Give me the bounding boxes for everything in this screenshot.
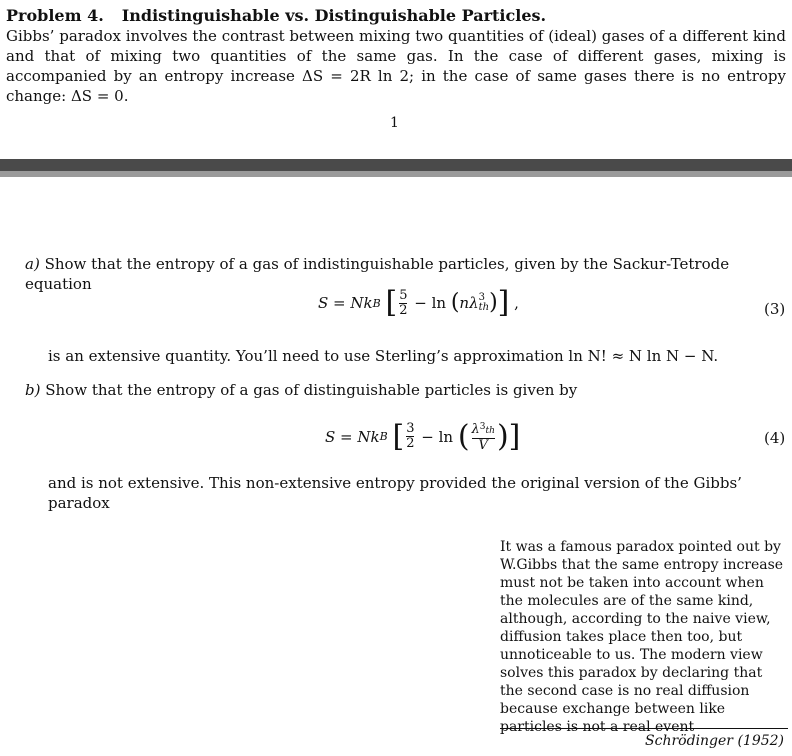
equation-3: S = Nk B [ $\frac{5}{2}$ − ln ( nλ 3 th ) ] , <box>318 285 519 320</box>
problem-title: Indistinguishable vs. Distinguishable Particles. <box>121 6 547 25</box>
equation-4-number: (4) <box>764 429 786 447</box>
problem-heading <box>6 6 546 25</box>
problem-number: Problem 4. <box>6 6 104 25</box>
page-number: 1 <box>390 115 399 131</box>
part-b-followup: and is not extensive. This non-extensive entropy provided the original version of the Gibbs’ paradox <box>48 474 742 512</box>
quote-attribution: Schrödinger (1952) <box>645 733 784 749</box>
part-a-followup: is an extensive quantity. You’ll need to use Sterling’s approximation ln N! ≈ N ln N − N. <box>48 347 719 365</box>
page-divider <box>0 159 792 177</box>
part-b-prompt <box>25 380 785 400</box>
equation-3-number: (3) <box>764 300 786 318</box>
part-b-label: b) <box>25 381 41 399</box>
part-a-text: Show that the entropy of a gas of indistinguishable particles, given by the Sackur-Tetrode equation <box>25 255 730 293</box>
part-a-label: a) <box>25 255 40 273</box>
part-b-text: Show that the entropy of a gas of distinguishable particles is given by <box>45 381 578 399</box>
equation-4: S = Nk B [ $\frac{3}{2}$ − ln ( $\frac{\lambda^3th}{V}$ ) ] <box>325 418 521 454</box>
quote-rule <box>500 728 788 729</box>
schrodinger-quote: It was a famous paradox pointed out by W.Gibbs that the same entropy increase must not be taken into account when the molecules are of the same kind, although, according to the naive view, diffusion takes place then too, but unnoticeable to us. The modern view solves this paradox by declaring that the second case is no real diffusion because exchange between like particles is not a real event <box>500 539 784 735</box>
intro-paragraph: Gibbs’ paradox involves the contrast between mixing two quantities of (ideal) gases of a different kind and that of mixing two quantities of the same gas. In the case of different gases, mixing is accompanied by an entropy increase ΔS = 2R ln 2; in the case of same gases there is no entropy change: ΔS = 0. <box>6 27 786 105</box>
